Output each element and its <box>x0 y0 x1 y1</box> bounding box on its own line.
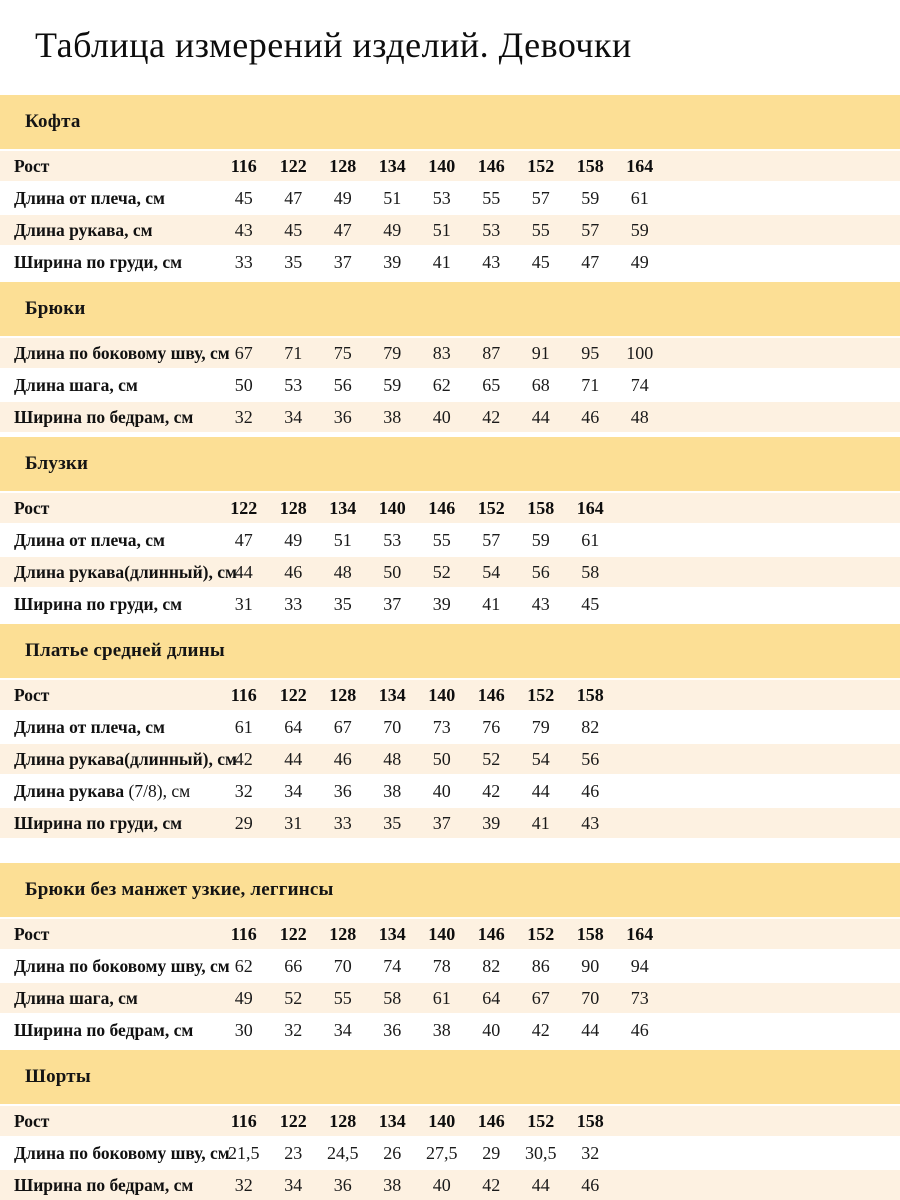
section-title: Блузки <box>25 453 89 474</box>
measurement-value: 39 <box>482 812 501 833</box>
section-title: Платье средней длины <box>25 640 225 661</box>
measurement-value: 45 <box>581 593 600 614</box>
measurement-value: 40 <box>432 406 451 427</box>
measurement-value: 36 <box>333 780 352 801</box>
measurement-value: 42 <box>234 748 253 769</box>
measurement-value: 41 <box>482 593 501 614</box>
measurement-value: 52 <box>284 987 303 1008</box>
section-header-band <box>0 863 900 917</box>
section-header-band <box>0 437 900 491</box>
table-row <box>0 712 900 742</box>
size-column-header: 140 <box>378 497 406 518</box>
size-column-header: 158 <box>527 497 555 518</box>
table-row <box>0 151 900 181</box>
measurement-value: 70 <box>383 716 402 737</box>
measurement-value: 90 <box>581 955 600 976</box>
size-column-header: 158 <box>576 684 604 705</box>
measurement-value: 52 <box>432 561 451 582</box>
measurement-value: 44 <box>581 1019 600 1040</box>
table-row <box>0 493 900 523</box>
measurement-value: 82 <box>482 955 501 976</box>
row-label-text: Рост <box>14 155 50 176</box>
measurement-value: 86 <box>531 955 550 976</box>
measurement-value: 53 <box>383 529 402 550</box>
row-label-text: Ширина по груди, см <box>14 593 183 614</box>
row-label <box>0 498 219 519</box>
table-row <box>0 951 900 981</box>
measurement-value: 52 <box>482 748 501 769</box>
row-label <box>0 748 237 770</box>
measurement-value: 42 <box>482 406 501 427</box>
measurement-value: 37 <box>383 593 402 614</box>
section-header-band <box>0 95 900 149</box>
table-row <box>0 589 900 619</box>
measurement-value: 38 <box>383 406 402 427</box>
measurement-value: 32 <box>234 780 253 801</box>
measurement-value: 43 <box>581 812 600 833</box>
row-label <box>0 375 219 396</box>
size-column-header: 122 <box>279 1110 307 1131</box>
measurement-value: 61 <box>432 987 451 1008</box>
table-row <box>0 983 900 1013</box>
measurement-value: 64 <box>482 987 501 1008</box>
measurement-value: 32 <box>581 1142 600 1163</box>
size-column-header: 152 <box>527 155 555 176</box>
table-row <box>0 402 900 432</box>
measurement-value: 71 <box>581 374 600 395</box>
measurement-value: 39 <box>383 251 402 272</box>
size-column-header: 134 <box>378 684 406 705</box>
size-column-header: 146 <box>477 684 505 705</box>
measurement-value: 87 <box>482 342 501 363</box>
measurement-value: 42 <box>531 1019 550 1040</box>
measurement-value: 58 <box>581 561 600 582</box>
measurement-value: 59 <box>531 529 550 550</box>
measurement-value: 46 <box>630 1019 649 1040</box>
measurement-value: 49 <box>383 219 402 240</box>
size-column-header: 164 <box>576 497 604 518</box>
size-column-header: 134 <box>378 155 406 176</box>
measurement-value: 53 <box>482 219 501 240</box>
size-column-header: 164 <box>626 923 654 944</box>
measurement-value: 62 <box>234 955 253 976</box>
measurement-value: 43 <box>482 251 501 272</box>
size-column-header: 140 <box>428 684 456 705</box>
table-row <box>0 1106 900 1136</box>
size-column-header: 122 <box>230 497 258 518</box>
size-column-header: 158 <box>576 155 604 176</box>
section-title: Шорты <box>25 1066 91 1087</box>
measurement-value: 42 <box>482 780 501 801</box>
row-label <box>0 781 219 802</box>
measurement-value: 37 <box>333 251 352 272</box>
row-label <box>0 252 219 273</box>
table-row <box>0 247 900 277</box>
measurement-value: 43 <box>234 219 253 240</box>
measurement-value: 56 <box>333 374 352 395</box>
measurement-value: 54 <box>482 561 501 582</box>
measurement-value: 78 <box>432 955 451 976</box>
measurement-value: 49 <box>630 251 649 272</box>
table-row <box>0 1170 900 1200</box>
measurement-value: 29 <box>482 1142 501 1163</box>
size-column-header: 140 <box>428 923 456 944</box>
size-column-header: 140 <box>428 155 456 176</box>
size-column-header: 128 <box>329 923 357 944</box>
row-label-text: Длина рукава(длинный), см <box>14 561 237 582</box>
row-label <box>0 1142 230 1164</box>
table-row <box>0 744 900 774</box>
measurement-value: 68 <box>531 374 550 395</box>
measurement-value: 35 <box>333 593 352 614</box>
row-label <box>0 188 219 209</box>
row-label-text: Ширина по груди, см <box>14 251 183 272</box>
measurement-value: 58 <box>383 987 402 1008</box>
row-label <box>0 813 219 834</box>
measurement-value: 31 <box>234 593 253 614</box>
measurement-value: 38 <box>383 780 402 801</box>
measurement-value: 79 <box>383 342 402 363</box>
measurement-value: 74 <box>630 374 649 395</box>
measurement-value: 44 <box>284 748 303 769</box>
measurement-value: 21,5 <box>228 1142 260 1163</box>
table-row <box>0 215 900 245</box>
row-label-text: Длина по боковому шву, см <box>14 342 230 363</box>
measurement-value: 55 <box>531 219 550 240</box>
measurement-value: 43 <box>531 593 550 614</box>
row-label-text: Ширина по груди, см <box>14 812 183 833</box>
table-row <box>0 338 900 368</box>
measurement-value: 36 <box>333 406 352 427</box>
row-label <box>0 988 219 1009</box>
measurement-value: 23 <box>284 1142 303 1163</box>
measurement-value: 45 <box>234 187 253 208</box>
measurement-value: 94 <box>630 955 649 976</box>
measurement-value: 44 <box>531 1174 550 1195</box>
size-column-header: 134 <box>378 1110 406 1131</box>
size-column-header: 122 <box>279 684 307 705</box>
row-label-text: Длина рукава <box>14 780 125 801</box>
row-label <box>0 342 230 364</box>
table-row <box>0 525 900 555</box>
measurement-value: 47 <box>284 187 303 208</box>
measurement-value: 42 <box>482 1174 501 1195</box>
measurement-value: 41 <box>531 812 550 833</box>
measurement-value: 33 <box>284 593 303 614</box>
measurement-value: 70 <box>333 955 352 976</box>
row-label-text: Длина рукава(длинный), см <box>14 748 237 769</box>
measurement-value: 32 <box>284 1019 303 1040</box>
measurement-value: 34 <box>284 780 303 801</box>
measurement-value: 83 <box>432 342 451 363</box>
measurement-value: 91 <box>531 342 550 363</box>
measurement-value: 37 <box>432 812 451 833</box>
measurement-value: 62 <box>432 374 451 395</box>
measurement-value: 24,5 <box>327 1142 359 1163</box>
row-label-suffix: (7/8), см <box>124 780 191 801</box>
table-row <box>0 1015 900 1045</box>
row-label-text: Длина от плеча, см <box>14 187 165 208</box>
measurement-value: 76 <box>482 716 501 737</box>
measurement-value: 27,5 <box>426 1142 458 1163</box>
measurement-value: 35 <box>383 812 402 833</box>
measurement-value: 29 <box>234 812 253 833</box>
measurement-value: 46 <box>581 1174 600 1195</box>
measurement-value: 79 <box>531 716 550 737</box>
row-label-text: Ширина по бедрам, см <box>14 406 194 427</box>
measurement-value: 54 <box>531 748 550 769</box>
measurement-value: 51 <box>432 219 451 240</box>
size-column-header: 116 <box>230 1110 257 1131</box>
row-label <box>0 924 219 945</box>
measurement-value: 82 <box>581 716 600 737</box>
measurement-value: 50 <box>383 561 402 582</box>
size-column-header: 128 <box>329 155 357 176</box>
row-label <box>0 955 230 977</box>
measurement-value: 61 <box>630 187 649 208</box>
row-label <box>0 561 237 583</box>
size-column-header: 134 <box>378 923 406 944</box>
measurement-value: 30 <box>234 1019 253 1040</box>
table-row <box>0 1138 900 1168</box>
measurement-value: 36 <box>333 1174 352 1195</box>
row-label-text: Рост <box>14 923 50 944</box>
measurement-value: 32 <box>234 406 253 427</box>
measurement-value: 38 <box>432 1019 451 1040</box>
row-label <box>0 530 219 551</box>
measurement-value: 53 <box>432 187 451 208</box>
measurement-value: 65 <box>482 374 501 395</box>
measurement-value: 55 <box>482 187 501 208</box>
page-title: Таблица измерений изделий. Девочки <box>35 25 632 65</box>
measurement-value: 73 <box>630 987 649 1008</box>
measurement-value: 47 <box>581 251 600 272</box>
size-column-header: 158 <box>576 923 604 944</box>
row-label-text: Ширина по бедрам, см <box>14 1174 194 1195</box>
size-column-header: 158 <box>576 1110 604 1131</box>
table-row <box>0 680 900 710</box>
measurement-value: 33 <box>234 251 253 272</box>
size-column-header: 146 <box>477 1110 505 1131</box>
row-label <box>0 717 219 738</box>
measurement-value: 34 <box>284 406 303 427</box>
row-label <box>0 1175 219 1196</box>
size-column-header: 128 <box>329 1110 357 1131</box>
measurement-value: 47 <box>234 529 253 550</box>
size-column-header: 128 <box>279 497 307 518</box>
measurement-value: 45 <box>531 251 550 272</box>
row-label <box>0 594 219 615</box>
row-label <box>0 407 219 428</box>
measurement-value: 64 <box>284 716 303 737</box>
measurement-value: 33 <box>333 812 352 833</box>
measurement-value: 55 <box>333 987 352 1008</box>
row-label-text: Длина по боковому шву, см <box>14 1142 230 1163</box>
size-column-header: 116 <box>230 923 257 944</box>
measurement-value: 44 <box>531 406 550 427</box>
measurement-value: 34 <box>284 1174 303 1195</box>
section-header-band <box>0 1050 900 1104</box>
measurement-value: 67 <box>234 342 253 363</box>
measurement-value: 40 <box>432 780 451 801</box>
measurement-value: 100 <box>626 342 654 363</box>
size-column-header: 128 <box>329 684 357 705</box>
row-label-text: Длина от плеча, см <box>14 716 165 737</box>
size-column-header: 116 <box>230 684 257 705</box>
measurement-value: 49 <box>234 987 253 1008</box>
size-column-header: 134 <box>329 497 357 518</box>
size-column-header: 122 <box>279 923 307 944</box>
size-column-header: 152 <box>527 923 555 944</box>
section-title: Брюки без манжет узкие, леггинсы <box>25 879 334 900</box>
measurement-value: 44 <box>234 561 253 582</box>
measurement-value: 46 <box>333 748 352 769</box>
measurement-value: 36 <box>383 1019 402 1040</box>
measurement-value: 38 <box>383 1174 402 1195</box>
row-label-text: Длина рукава, см <box>14 219 153 240</box>
measurement-value: 46 <box>284 561 303 582</box>
measurement-value: 46 <box>581 406 600 427</box>
measurement-value: 59 <box>581 187 600 208</box>
sections-container <box>0 95 900 1200</box>
measurement-value: 34 <box>333 1019 352 1040</box>
measurement-value: 40 <box>482 1019 501 1040</box>
table-row <box>0 776 900 806</box>
row-label-text: Длина шага, см <box>14 987 138 1008</box>
table-row <box>0 370 900 400</box>
measurement-value: 73 <box>432 716 451 737</box>
measurement-value: 50 <box>234 374 253 395</box>
measurement-value: 41 <box>432 251 451 272</box>
measurement-value: 44 <box>531 780 550 801</box>
measurement-value: 71 <box>284 342 303 363</box>
size-column-header: 152 <box>477 497 505 518</box>
section-header-band <box>0 282 900 336</box>
measurement-value: 51 <box>333 529 352 550</box>
size-column-header: 122 <box>279 155 307 176</box>
section-title: Кофта <box>25 111 81 132</box>
size-column-header: 152 <box>527 684 555 705</box>
measurement-value: 39 <box>432 593 451 614</box>
measurement-value: 32 <box>234 1174 253 1195</box>
title-area <box>0 0 900 90</box>
size-column-header: 146 <box>477 155 505 176</box>
table-row <box>0 183 900 213</box>
measurement-value: 31 <box>284 812 303 833</box>
measurement-value: 56 <box>531 561 550 582</box>
measurement-value: 74 <box>383 955 402 976</box>
measurement-value: 67 <box>531 987 550 1008</box>
measurement-value: 61 <box>581 529 600 550</box>
measurement-value: 53 <box>284 374 303 395</box>
measurement-value: 48 <box>630 406 649 427</box>
row-label <box>0 220 219 241</box>
table-row <box>0 557 900 587</box>
row-label-text: Длина шага, см <box>14 374 138 395</box>
table-row <box>0 919 900 949</box>
table-row <box>0 808 900 838</box>
measurement-value: 70 <box>581 987 600 1008</box>
measurement-value: 48 <box>333 561 352 582</box>
size-column-header: 146 <box>428 497 456 518</box>
measurement-value: 30,5 <box>525 1142 557 1163</box>
measurement-value: 45 <box>284 219 303 240</box>
row-label-text: Длина по боковому шву, см <box>14 955 230 976</box>
measurement-value: 57 <box>531 187 550 208</box>
row-label <box>0 1111 219 1132</box>
measurement-value: 49 <box>333 187 352 208</box>
measurement-value: 61 <box>234 716 253 737</box>
measurement-value: 35 <box>284 251 303 272</box>
measurement-value: 75 <box>333 342 352 363</box>
measurement-value: 51 <box>383 187 402 208</box>
measurement-value: 50 <box>432 748 451 769</box>
row-label-text: Рост <box>14 497 50 518</box>
size-column-header: 164 <box>626 155 654 176</box>
measurement-value: 26 <box>383 1142 402 1163</box>
measurement-value: 57 <box>581 219 600 240</box>
measurement-value: 95 <box>581 342 600 363</box>
measurement-value: 40 <box>432 1174 451 1195</box>
measurement-value: 66 <box>284 955 303 976</box>
measurement-value: 47 <box>333 219 352 240</box>
measurement-value: 49 <box>284 529 303 550</box>
measurement-value: 59 <box>383 374 402 395</box>
measurement-value: 57 <box>482 529 501 550</box>
section-title: Брюки <box>25 298 86 319</box>
row-label <box>0 1020 219 1041</box>
row-label <box>0 685 219 706</box>
row-label-text: Длина от плеча, см <box>14 529 165 550</box>
size-column-header: 152 <box>527 1110 555 1131</box>
row-label <box>0 156 219 177</box>
measurement-value: 56 <box>581 748 600 769</box>
size-column-header: 116 <box>230 155 257 176</box>
row-label-text: Ширина по бедрам, см <box>14 1019 194 1040</box>
measurement-value: 48 <box>383 748 402 769</box>
row-label-text: Рост <box>14 684 50 705</box>
row-label-text: Рост <box>14 1110 50 1131</box>
measurement-value: 46 <box>581 780 600 801</box>
measurement-value: 67 <box>333 716 352 737</box>
measurement-value: 55 <box>432 529 451 550</box>
size-column-header: 140 <box>428 1110 456 1131</box>
size-column-header: 146 <box>477 923 505 944</box>
measurement-value: 59 <box>630 219 649 240</box>
section-header-band <box>0 624 900 678</box>
